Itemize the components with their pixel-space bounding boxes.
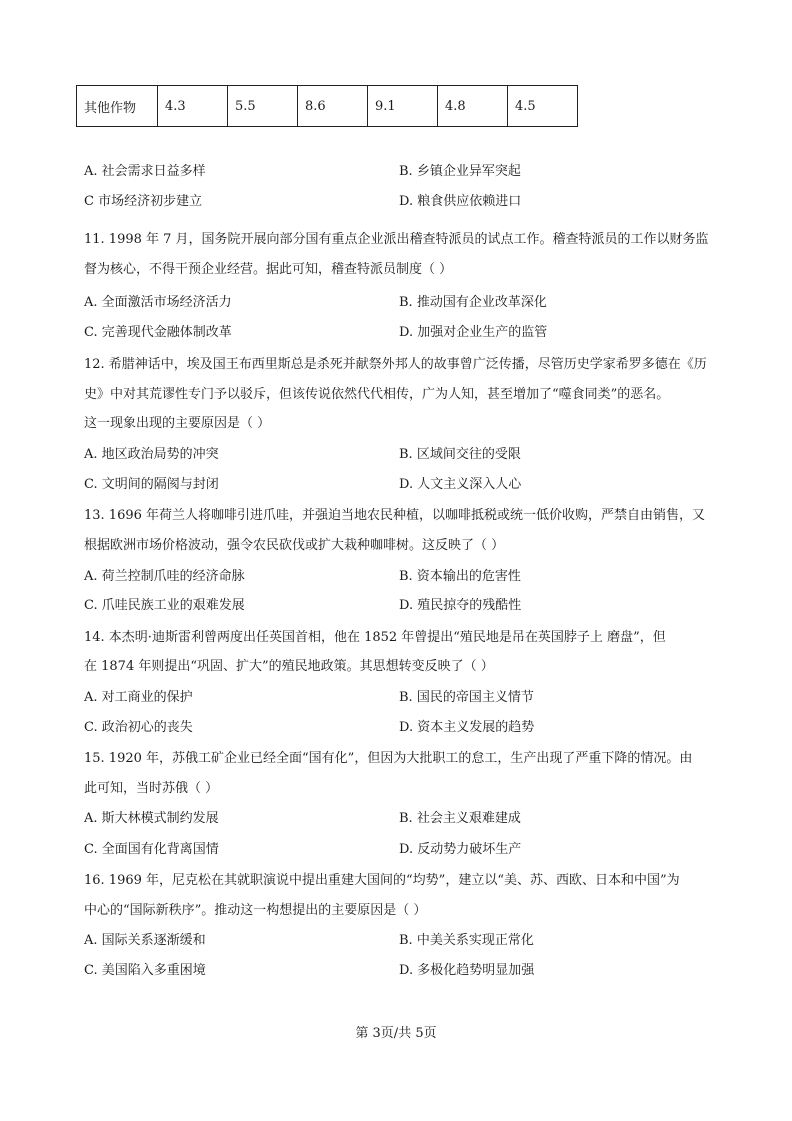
q11-option-c[interactable]: C. 完善现代金融体制改革 bbox=[84, 325, 232, 340]
q13-option-a[interactable]: A. 荷兰控制爪哇的经济命脉 bbox=[84, 569, 245, 584]
table-row bbox=[77, 86, 578, 127]
q14-option-c[interactable]: C. 政治初心的丧失 bbox=[84, 720, 193, 735]
q12-option-b[interactable]: B. 区域间交往的受限 bbox=[399, 447, 521, 462]
q11-stem-line-2: 督为核心，不得干预企业经营。据此可知，稽查特派员制度（ ） bbox=[84, 262, 453, 277]
q13-stem-line-2: 根据欧洲市场价格波动，强令农民砍伐或扩大栽种咖啡树。这反映了（ ） bbox=[84, 538, 505, 553]
q11-option-a[interactable]: A. 全面激活市场经济活力 bbox=[84, 295, 232, 310]
q15-option-d[interactable]: D. 反动势力破坏生产 bbox=[399, 842, 522, 857]
q13-option-d[interactable]: D. 殖民掠夺的残酷性 bbox=[399, 598, 522, 613]
q16-stem-line-1: 16. 1969 年，尼克松在其就职演说中提出重建大国间的“均势”，建立以“美、苏、西欧、日本和中国”为 bbox=[84, 873, 680, 888]
q14-option-d[interactable]: D. 资本主义发展的趋势 bbox=[399, 720, 535, 735]
q10-option-b[interactable]: B. 乡镇企业异军突起 bbox=[399, 164, 521, 179]
q12-stem-line-2: 史》中对其荒谬性专门予以驳斥，但该传说依然代代相传，广为人知，甚至增加了“噬食同类”的恶名。 bbox=[84, 387, 670, 402]
q13-stem-line-1: 13. 1696 年荷兰人将咖啡引进爪哇，并强迫当地农民种植，以咖啡抵税或统一低价收购，严禁自由销售，又 bbox=[84, 508, 706, 523]
q14-option-b[interactable]: B. 国民的帝国主义情节 bbox=[399, 690, 534, 705]
table-cell: 4.3 bbox=[158, 86, 228, 127]
q13-option-b[interactable]: B. 资本输出的危害性 bbox=[399, 569, 521, 584]
q15-option-a[interactable]: A. 斯大林模式制约发展 bbox=[84, 811, 219, 826]
q15-stem-line-1: 15. 1920 年，苏俄工矿企业已经全面“国有化”，但因为大批职工的怠工，生产出现了严重下降的情况。由 bbox=[84, 751, 693, 766]
q10-option-d[interactable]: D. 粮食供应依赖进口 bbox=[399, 194, 522, 209]
table-cell: 9.1 bbox=[368, 86, 438, 127]
q16-option-c[interactable]: C. 美国陷入多重困境 bbox=[84, 963, 206, 978]
q11-stem-line-1: 11. 1998 年 7 月，国务院开展向部分国有重点企业派出稽查特派员的试点工作。稽查特派员的工作以财务监 bbox=[84, 232, 709, 247]
q16-option-b[interactable]: B. 中美关系实现正常化 bbox=[399, 933, 534, 948]
table-cell: 4.5 bbox=[508, 86, 578, 127]
q16-option-d[interactable]: D. 多极化趋势明显加强 bbox=[399, 963, 535, 978]
q14-option-a[interactable]: A. 对工商业的保护 bbox=[84, 690, 193, 705]
table-cell: 4.8 bbox=[438, 86, 508, 127]
table-cell: 8.6 bbox=[298, 86, 368, 127]
q14-stem-line-1: 14. 本杰明·迪斯雷利曾两度出任英国首相，他在 1852 年曾提出“殖民地是吊在英国脖子上 磨盘”，但 bbox=[84, 630, 666, 645]
q12-stem-line-3: 这一现象出现的主要原因是（ ） bbox=[84, 416, 271, 431]
table-row-label: 其他作物 bbox=[77, 86, 158, 127]
q11-option-d[interactable]: D. 加强对企业生产的监管 bbox=[399, 325, 548, 340]
q15-option-c[interactable]: C. 全面国有化背离国情 bbox=[84, 842, 219, 857]
q12-option-c[interactable]: C. 文明间的隔阂与封闭 bbox=[84, 477, 219, 492]
page-footer: 第 3页/共 5页 bbox=[355, 1026, 437, 1041]
q11-option-b[interactable]: B. 推动国有企业改革深化 bbox=[399, 295, 547, 310]
q15-stem-line-2: 此可知，当时苏俄（ ） bbox=[84, 781, 219, 796]
table-cell: 5.5 bbox=[228, 86, 298, 127]
q16-option-a[interactable]: A. 国际关系逐渐缓和 bbox=[84, 933, 206, 948]
q10-option-c[interactable]: C 市场经济初步建立 bbox=[84, 194, 203, 209]
q12-stem-line-1: 12. 希腊神话中，埃及国王布西里斯总是杀死并献祭外邦人的故事曾广泛传播，尽管历史学家希罗多德在《历 bbox=[84, 357, 707, 372]
crop-data-table bbox=[76, 85, 578, 127]
q16-stem-line-2: 中心的“国际新秩序”。推动这一构想提出的主要原因是（ ） bbox=[84, 903, 427, 918]
q13-option-c[interactable]: C. 爪哇民族工业的艰难发展 bbox=[84, 598, 245, 613]
q15-option-b[interactable]: B. 社会主义艰难建成 bbox=[399, 811, 521, 826]
q14-stem-line-2: 在 1874 年则提出“巩固、扩大”的殖民地政策。其思想转变反映了（ ） bbox=[84, 659, 494, 674]
q10-option-a[interactable]: A. 社会需求日益多样 bbox=[84, 164, 206, 179]
q12-option-d[interactable]: D. 人文主义深入人心 bbox=[399, 477, 522, 492]
q12-option-a[interactable]: A. 地区政治局势的冲突 bbox=[84, 447, 219, 462]
